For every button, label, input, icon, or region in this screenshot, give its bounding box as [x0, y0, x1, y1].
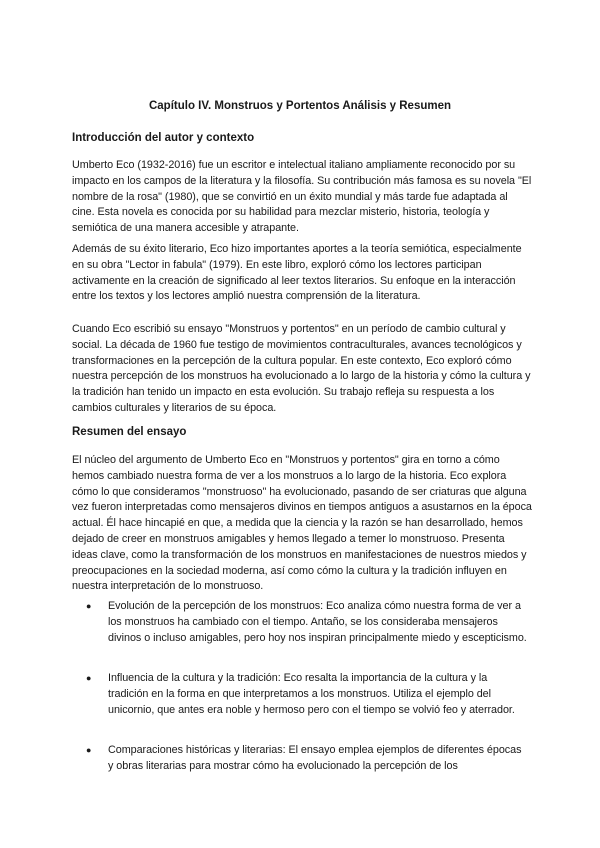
bullet-text-comparisons: Comparaciones históricas y literarias: El ensayo emplea ejemplos de diferentes épocas y obras literarias para mostrar cómo ha evolucionado la percepción de los — [108, 744, 522, 772]
bullet-text-culture: Influencia de la cultura y la tradición: Eco resalta la importancia de la cultura y la tradición en la forma en que interpretamos a los monstruos. Utiliza el ejemplo del unicornio, que antes era noble y hermoso pero con el tiempo se volvió feo y aterrador. — [108, 672, 515, 716]
bullet-icon: ● — [86, 745, 92, 755]
paragraph-intro-3: Cuando Eco escribió su ensayo "Monstruos y portentos" en un período de cambio cultural y social. La década de 1960 fue testigo de movimientos contraculturales, avances tecnológicos y transformaciones en la percepción de la cultura popular. En este contexto, Eco exploró cómo nuestra percepción de los monstruos ha evolucionado a lo largo de la historia y cómo la cultura y la tradición han tenido un impacto en esta evolución. Su trabajo refleja su respuesta a los cambios culturales y literarios de su época. — [72, 323, 531, 414]
paragraph-summary-1: El núcleo del argumento de Umberto Eco en "Monstruos y portentos" gira en torno a cómo hemos cambiado nuestra forma de ver a los monstruos a lo largo de la historia. Eco explora cómo lo que consideramos "monstruoso" ha evolucionado, pasando de ser criaturas que alguna vez fueron interpretadas como mensajeros divinos en tiempos antiguos a asustarnos en la época actual. Él hace hincapié en que, a medida que la ciencia y la razón se han desarrollado, hemos dejado de creer en monstruos amigables y hemos llegado a temer lo monstruoso. Presenta ideas clave, como la transformación de los monstruos en manifestaciones de nuestros miedos y preocupaciones en la sociedad moderna, así como cómo la cultura y la tradición influyen en nuestra interpretación de lo monstruoso. — [72, 454, 532, 593]
paragraph-intro-2: Además de su éxito literario, Eco hizo importantes aportes a la teoría semiótica, especialmente en su obra "Lector in fabula" (1979). En este libro, exploró cómo los lectores participan activamente en la creación de significado al leer textos literarios. Su enfoque en la interacción entre los textos y los lectores amplió nuestra comprensión de la literatura. — [72, 243, 522, 303]
bullet-icon: ● — [86, 673, 92, 683]
section-heading-intro: Introducción del autor y contexto — [72, 132, 255, 144]
page-title: Capítulo IV. Monstruos y Portentos Análisis y Resumen — [148, 100, 452, 112]
bullet-icon: ● — [86, 601, 92, 611]
bullet-text-evolution: Evolución de la percepción de los monstruos: Eco analiza cómo nuestra forma de ver a los monstruos ha cambiado con el tiempo. Antaño, se los consideraba mensajeros divinos o incluso amigables, pero hoy nos inspiran principalmente miedo y escepticismo. — [108, 600, 527, 644]
paragraph-intro-1: Umberto Eco (1932-2016) fue un escritor e intelectual italiano ampliamente reconocido por su impacto en los campos de la literatura y la filosofía. Su contribución más famosa es su novela "El nombre de la rosa" (1980), que se convirtió en un éxito mundial y más tarde fue adaptada al cine. Esta novela es conocida por su habilidad para mezclar misterio, historia, teología y semiótica de una manera accesible y atrapante. — [72, 159, 532, 235]
section-heading-summary: Resumen del ensayo — [72, 426, 187, 438]
